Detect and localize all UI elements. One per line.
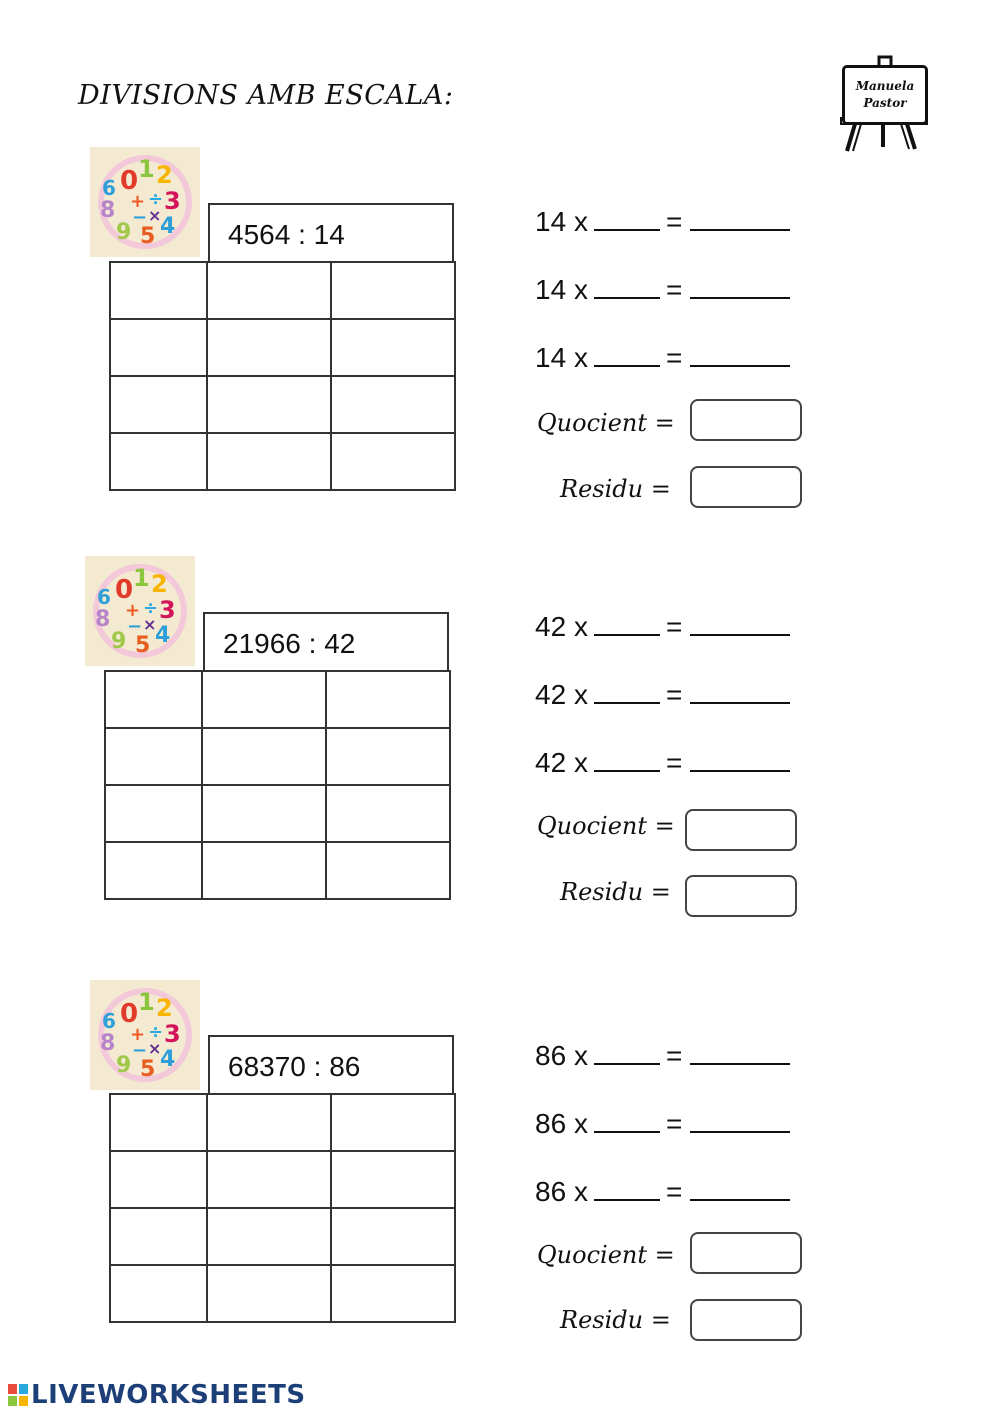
svg-text:6: 6 <box>102 1009 116 1033</box>
factor-blank[interactable] <box>594 205 660 231</box>
remainder-answer-box[interactable] <box>690 466 802 508</box>
grid-row <box>110 319 455 376</box>
product-blank[interactable] <box>690 610 790 636</box>
svg-text:−: − <box>132 207 148 228</box>
svg-text:0: 0 <box>120 166 139 196</box>
svg-text:−: − <box>127 616 143 637</box>
svg-text:6: 6 <box>102 176 116 200</box>
svg-text:×: × <box>148 1039 162 1058</box>
times-sign: x <box>573 1108 588 1139</box>
svg-text:+: + <box>125 600 141 621</box>
grid-cell[interactable] <box>110 1265 207 1322</box>
grid-row <box>105 842 450 899</box>
grid-cell[interactable] <box>110 433 207 490</box>
times-sign: x <box>573 747 588 778</box>
quotient-answer-box[interactable] <box>685 809 797 851</box>
times-sign: x <box>573 342 588 373</box>
svg-text:9: 9 <box>111 629 127 654</box>
svg-text:×: × <box>148 206 162 225</box>
multiplication-line-2 <box>535 273 790 306</box>
svg-text:+: + <box>130 1024 146 1045</box>
division-exercise-3 <box>0 980 1000 1360</box>
svg-text:8: 8 <box>95 607 111 632</box>
grid-cell[interactable] <box>105 671 202 728</box>
equals-sign: = <box>665 1176 683 1207</box>
author-logo <box>835 55 935 155</box>
divisor: 14 <box>535 342 567 373</box>
grid-row <box>110 262 455 319</box>
multiplication-line-3 <box>535 746 790 779</box>
grid-row <box>110 1265 455 1322</box>
grid-cell[interactable] <box>105 785 202 842</box>
remainder-label: Residu = <box>560 1306 671 1334</box>
division-header: 21966 : 42 <box>203 612 449 670</box>
svg-text:÷: ÷ <box>148 189 164 210</box>
equals-sign: = <box>665 1108 683 1139</box>
multiplication-line-1 <box>535 610 790 643</box>
multiplication-line-2 <box>535 678 790 711</box>
grid-cell[interactable] <box>207 433 330 490</box>
grid-cell[interactable] <box>326 842 450 899</box>
footer-brand[interactable] <box>8 1380 306 1410</box>
factor-blank[interactable] <box>594 678 660 704</box>
factor-blank[interactable] <box>594 341 660 367</box>
numbers-sticker-icon <box>85 556 195 666</box>
multiplication-line-2 <box>535 1107 790 1140</box>
division-ladder-grid <box>109 1093 456 1323</box>
svg-text:5: 5 <box>140 224 156 249</box>
multiplication-line-1 <box>535 205 790 238</box>
grid-cell[interactable] <box>202 728 325 785</box>
svg-text:5: 5 <box>135 633 151 658</box>
svg-text:3: 3 <box>164 1020 181 1048</box>
times-sign: x <box>573 1176 588 1207</box>
svg-text:÷: ÷ <box>143 598 159 619</box>
times-sign: x <box>573 679 588 710</box>
svg-text:4: 4 <box>160 1047 176 1072</box>
svg-text:2: 2 <box>151 570 168 598</box>
grid-cell[interactable] <box>331 376 455 433</box>
svg-text:6: 6 <box>97 585 111 609</box>
grid-cell[interactable] <box>331 1208 455 1265</box>
product-blank[interactable] <box>690 341 790 367</box>
grid-row <box>110 1094 455 1151</box>
numbers-sticker-icon <box>90 147 200 257</box>
grid-row <box>110 376 455 433</box>
svg-text:8: 8 <box>100 1031 116 1056</box>
grid-row <box>105 728 450 785</box>
svg-text:4: 4 <box>155 623 171 648</box>
numbers-sticker-icon <box>90 980 200 1090</box>
grid-cell[interactable] <box>331 319 455 376</box>
grid-cell[interactable] <box>326 785 450 842</box>
quotient-label: Quocient = <box>537 409 675 437</box>
svg-text:+: + <box>130 191 146 212</box>
svg-text:9: 9 <box>116 1053 132 1078</box>
times-sign: x <box>573 274 588 305</box>
grid-cell[interactable] <box>331 1094 455 1151</box>
product-blank[interactable] <box>690 273 790 299</box>
division-ladder-grid <box>104 670 451 900</box>
logo-name-line1: Manuela <box>855 79 915 93</box>
grid-row <box>110 1208 455 1265</box>
divisor: 86 <box>535 1040 567 1071</box>
multiplication-line-3 <box>535 341 790 374</box>
grid-row <box>110 1151 455 1208</box>
svg-text:9: 9 <box>116 220 132 245</box>
divisor: 42 <box>535 679 567 710</box>
divisor: 14 <box>535 274 567 305</box>
grid-cell[interactable] <box>331 1151 455 1208</box>
svg-text:0: 0 <box>120 999 139 1029</box>
division-ladder-grid <box>109 261 456 491</box>
equals-sign: = <box>665 679 683 710</box>
grid-cell[interactable] <box>110 1094 207 1151</box>
times-sign: x <box>573 206 588 237</box>
factor-blank[interactable] <box>594 746 660 772</box>
division-exercise-1 <box>0 147 1000 527</box>
multiplication-line-3 <box>535 1175 790 1208</box>
svg-text:−: − <box>132 1040 148 1061</box>
quotient-answer-box[interactable] <box>690 399 802 441</box>
svg-text:1: 1 <box>138 988 155 1016</box>
worksheet-title: DIVISIONS AMB ESCALA: <box>78 80 454 111</box>
grid-cell[interactable] <box>207 1208 330 1265</box>
divisor: 86 <box>535 1108 567 1139</box>
grid-cell[interactable] <box>110 1208 207 1265</box>
division-header: 68370 : 86 <box>208 1035 454 1093</box>
grid-row <box>105 671 450 728</box>
divisor: 86 <box>535 1176 567 1207</box>
equals-sign: = <box>665 342 683 373</box>
product-blank[interactable] <box>690 746 790 772</box>
grid-cell[interactable] <box>331 1265 455 1322</box>
svg-text:×: × <box>143 615 157 634</box>
equals-sign: = <box>665 206 683 237</box>
factor-blank[interactable] <box>594 1039 660 1065</box>
footer-brand-text: LIVEWORKSHEETS <box>31 1380 306 1410</box>
remainder-label: Residu = <box>560 878 671 906</box>
grid-cell[interactable] <box>110 1151 207 1208</box>
multiplication-line-1 <box>535 1039 790 1072</box>
grid-cell[interactable] <box>207 319 330 376</box>
equals-sign: = <box>665 747 683 778</box>
product-blank[interactable] <box>690 1175 790 1201</box>
svg-text:2: 2 <box>156 994 173 1022</box>
svg-text:÷: ÷ <box>148 1022 164 1043</box>
quotient-label: Quocient = <box>537 1241 675 1269</box>
divisor: 14 <box>535 206 567 237</box>
division-header: 4564 : 14 <box>208 203 454 261</box>
grid-cell[interactable] <box>207 262 330 319</box>
division-exercise-2 <box>0 556 1000 936</box>
grid-cell[interactable] <box>110 262 207 319</box>
factor-blank[interactable] <box>594 1107 660 1133</box>
equals-sign: = <box>665 611 683 642</box>
svg-text:1: 1 <box>138 155 155 183</box>
grid-cell[interactable] <box>326 671 450 728</box>
grid-cell[interactable] <box>207 1094 330 1151</box>
times-sign: x <box>573 1040 588 1071</box>
svg-text:0: 0 <box>115 575 134 605</box>
divisor: 42 <box>535 611 567 642</box>
remainder-label: Residu = <box>560 475 671 503</box>
quotient-answer-box[interactable] <box>690 1232 802 1274</box>
svg-text:5: 5 <box>140 1057 156 1082</box>
grid-cell[interactable] <box>207 1151 330 1208</box>
quotient-label: Quocient = <box>537 812 675 840</box>
svg-text:3: 3 <box>159 596 176 624</box>
times-sign: x <box>573 611 588 642</box>
grid-row <box>110 433 455 490</box>
remainder-answer-box[interactable] <box>685 875 797 917</box>
equals-sign: = <box>665 274 683 305</box>
grid-cell[interactable] <box>207 376 330 433</box>
liveworksheets-logo-icon <box>8 1384 28 1406</box>
svg-text:3: 3 <box>164 187 181 215</box>
remainder-answer-box[interactable] <box>690 1299 802 1341</box>
grid-row <box>105 785 450 842</box>
svg-text:1: 1 <box>133 564 150 592</box>
grid-cell[interactable] <box>202 671 325 728</box>
divisor: 42 <box>535 747 567 778</box>
product-blank[interactable] <box>690 1107 790 1133</box>
svg-text:2: 2 <box>156 161 173 189</box>
grid-cell[interactable] <box>207 1265 330 1322</box>
grid-cell[interactable] <box>331 433 455 490</box>
equals-sign: = <box>665 1040 683 1071</box>
factor-blank[interactable] <box>594 610 660 636</box>
grid-cell[interactable] <box>202 785 325 842</box>
grid-cell[interactable] <box>326 728 450 785</box>
grid-cell[interactable] <box>202 842 325 899</box>
logo-board <box>842 65 928 125</box>
grid-cell[interactable] <box>105 728 202 785</box>
factor-blank[interactable] <box>594 273 660 299</box>
svg-text:8: 8 <box>100 198 116 223</box>
grid-cell[interactable] <box>110 376 207 433</box>
factor-blank[interactable] <box>594 1175 660 1201</box>
grid-cell[interactable] <box>105 842 202 899</box>
grid-cell[interactable] <box>331 262 455 319</box>
product-blank[interactable] <box>690 678 790 704</box>
logo-name-line2: Pastor <box>863 96 907 110</box>
product-blank[interactable] <box>690 1039 790 1065</box>
svg-text:4: 4 <box>160 214 176 239</box>
product-blank[interactable] <box>690 205 790 231</box>
grid-cell[interactable] <box>110 319 207 376</box>
